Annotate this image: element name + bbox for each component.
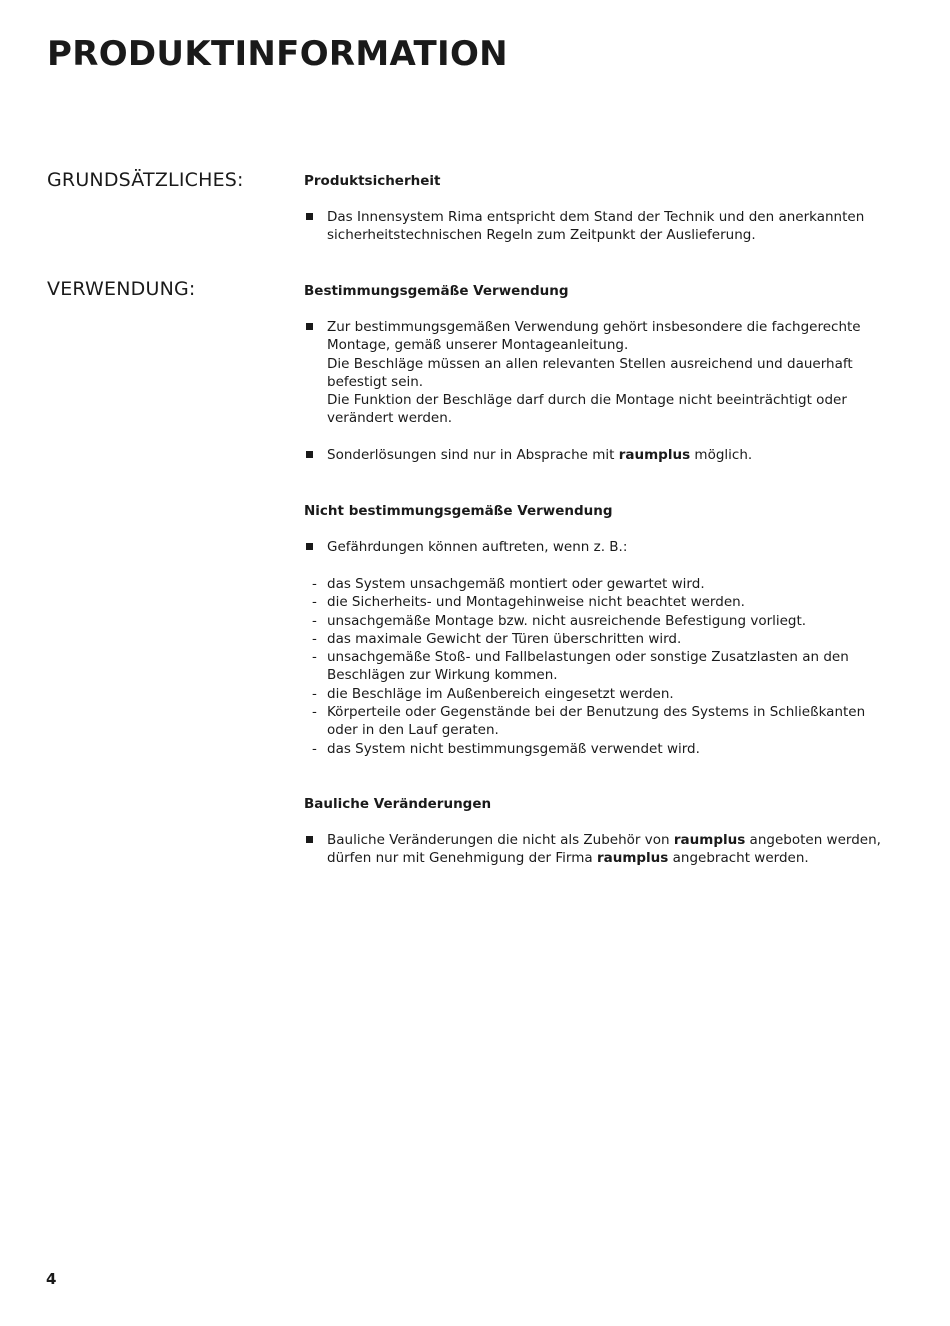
list-item [304, 318, 874, 428]
brand-name: raumplus [618, 447, 691, 463]
dash-list-item [304, 740, 874, 758]
dash-marker: - [312, 612, 317, 629]
text-line: sicherheitstechnischen Regeln zum Zeitpunkt der Auslieferung. [327, 227, 756, 244]
subheading-bestimmungsgemaesse-verwendung: Bestimmungsgemäße Verwendung [304, 283, 569, 299]
text-line: Gefährdungen können auftreten, wenn z. B.: [327, 539, 628, 555]
text-line: Zur bestimmungsgemäßen Verwendung gehört insbesondere die fachgerechte [327, 319, 861, 335]
dash-list-item [304, 630, 874, 648]
brand-name: raumplus [673, 832, 746, 848]
dash-marker: - [312, 704, 317, 721]
text-line: unsachgemäße Montage bzw. nicht ausreichende Befestigung vorliegt. [327, 612, 807, 629]
bestimmungsgemaesse-text [304, 318, 874, 428]
dash-marker: - [312, 740, 317, 757]
dash-list-item [304, 685, 874, 703]
section-heading-grundsaetzliches: GRUNDSÄTZLICHES: [47, 169, 244, 191]
text-line: die Beschläge im Außenbereich eingesetzt werden. [327, 685, 674, 702]
bullet-square-icon [304, 538, 327, 556]
text-line: das maximale Gewicht der Türen überschritten wird. [327, 630, 682, 647]
bullet-square-icon [304, 446, 327, 464]
text-line: Die Funktion der Beschläge darf durch die Montage nicht beeinträchtigt oder [327, 392, 847, 409]
gefaehrdungen-text [304, 538, 874, 556]
bullet-square-icon [304, 208, 327, 226]
bullet-square-icon [304, 831, 327, 849]
subheading-produktsicherheit: Produktsicherheit [304, 173, 441, 189]
dash-list-item [304, 575, 874, 593]
text-line: das System nicht bestimmungsgemäß verwendet wird. [327, 740, 700, 757]
dash-list-item [304, 612, 874, 630]
text-line: die Sicherheits- und Montagehinweise nicht beachtet werden. [327, 594, 745, 611]
subheading-nicht-bestimmungsgemaesse-verwendung: Nicht bestimmungsgemäße Verwendung [304, 503, 613, 519]
text-line: Montage, gemäß unserer Montageanleitung. [327, 337, 629, 354]
dash-marker: - [312, 594, 317, 611]
list-item [304, 208, 874, 245]
dash-list-item [304, 648, 874, 685]
text-line: verändert werden. [327, 410, 453, 427]
dash-marker: - [312, 685, 317, 702]
text-line: unsachgemäße Stoß- und Fallbelastungen oder sonstige Zusatzlasten an den [327, 649, 849, 666]
section-heading-verwendung: VERWENDUNG: [47, 278, 196, 300]
text-line: Die Beschläge müssen an allen relevanten Stellen ausreichend und dauerhaft [327, 355, 853, 372]
page-number: 4 [46, 1270, 57, 1288]
bauliche-text [304, 831, 881, 868]
text-line: Sonderlösungen sind nur in Absprache mit raumplus möglich. [327, 447, 753, 463]
text-line: dürfen nur mit Genehmigung der Firma raumplus angebracht werden. [327, 850, 809, 867]
text-line: Körperteile oder Gegenstände bei der Benutzung des Systems in Schließkanten [327, 704, 866, 721]
brand-name: raumplus [596, 850, 669, 867]
text-line: Bauliche Veränderungen die nicht als Zubehör von raumplus angeboten werden, [327, 832, 881, 848]
produktsicherheit-text [304, 208, 874, 245]
text-line: Beschlägen zur Wirkung kommen. [327, 667, 558, 684]
dash-marker: - [312, 630, 317, 647]
dash-list-item [304, 703, 874, 740]
bullet-square-icon [304, 318, 327, 336]
gefaehrdungen-dash-list [304, 575, 874, 758]
text-line: oder in den Lauf geraten. [327, 722, 499, 739]
dash-marker: - [312, 576, 317, 592]
subheading-bauliche-veraenderungen: Bauliche Veränderungen [304, 796, 492, 812]
list-item [304, 446, 874, 464]
text-line: befestigt sein. [327, 373, 424, 390]
dash-list-item [304, 593, 874, 611]
text-line: Das Innensystem Rima entspricht dem Stand der Technik und den anerkannten [327, 209, 865, 225]
list-item [304, 831, 881, 868]
sonderloesungen-text [304, 446, 874, 464]
dash-marker: - [312, 649, 317, 666]
list-item [304, 538, 874, 556]
page-title: PRODUKTINFORMATION [47, 34, 508, 74]
text-line: das System unsachgemäß montiert oder gewartet wird. [327, 576, 705, 592]
